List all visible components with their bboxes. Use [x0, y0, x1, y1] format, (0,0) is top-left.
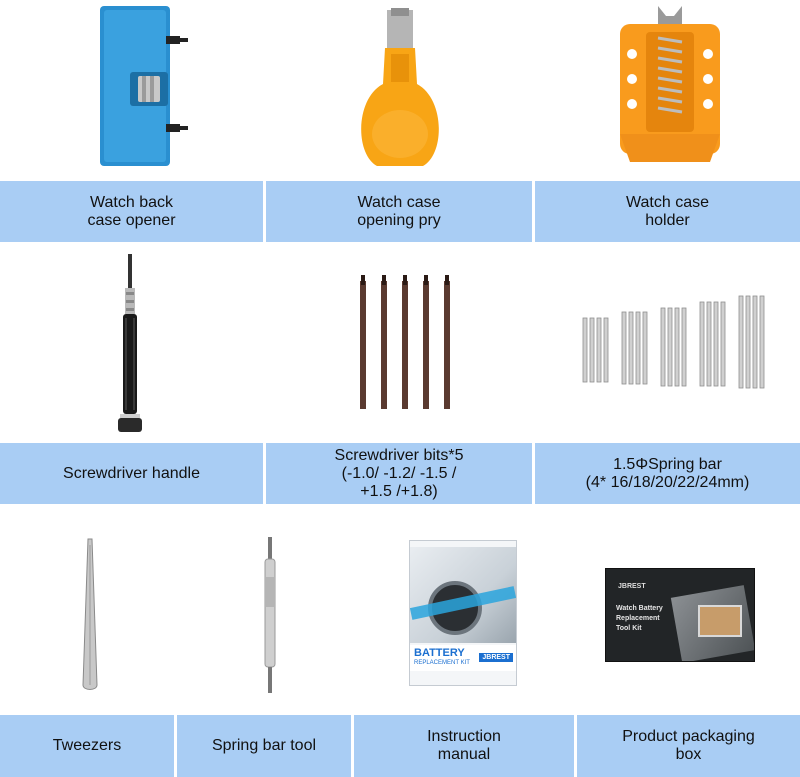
case-holder-image: [600, 0, 740, 178]
tweezers-image: [60, 530, 120, 700]
label-tweezers: Tweezers: [0, 715, 174, 777]
label-spring-bar-tool: Spring bar tool: [177, 715, 351, 777]
packaging-box-image: [604, 566, 756, 664]
tweezers-icon: [75, 535, 105, 695]
packaging-box-icon: [605, 568, 755, 662]
box-line-3: Tool Kit: [616, 625, 642, 632]
screwdriver-bits-icon: [340, 273, 460, 413]
box-tool-plate: [698, 605, 742, 637]
case-pry-icon: [345, 4, 455, 174]
spring-bars-icon: [575, 288, 765, 398]
case-opener-icon: [70, 4, 200, 174]
manual-brand: JBREST: [479, 653, 513, 662]
box-line-2: Replacement: [616, 615, 660, 622]
box-line-1: Watch Battery: [616, 605, 663, 612]
screwdriver-handle-icon: [110, 248, 150, 438]
spring-bars-image: [570, 246, 770, 440]
spring-bar-tool-icon: [255, 533, 285, 698]
label-case-holder: Watch case holder: [535, 181, 800, 242]
box-brand: JBREST: [618, 583, 646, 590]
label-instruction-manual: Instruction manual: [354, 715, 574, 777]
case-pry-image: [330, 0, 470, 178]
screwdriver-handle-image: [80, 246, 180, 440]
manual-subtitle: REPLACEMENT KIT: [414, 660, 470, 666]
instruction-manual-image: [408, 538, 518, 688]
spring-bar-tool-image: [240, 530, 300, 700]
label-screwdriver-bits: Screwdriver bits*5 (-1.0/ -1.2/ -1.5 / +1.5 /+1.8): [266, 443, 532, 504]
label-case-pry: Watch case opening pry: [266, 181, 532, 242]
instruction-manual-icon: [409, 540, 517, 686]
manual-title: BATTERY: [414, 647, 465, 659]
label-packaging-box: Product packaging box: [577, 715, 800, 777]
manual-banner: [410, 645, 516, 671]
label-screwdriver-handle: Screwdriver handle: [0, 443, 263, 504]
case-holder-icon: [610, 4, 730, 174]
case-opener-image: [60, 0, 210, 178]
label-case-opener: Watch back case opener: [0, 181, 263, 242]
screwdriver-bits-image: [330, 246, 470, 440]
label-spring-bars: 1.5ΦSpring bar (4* 16/18/20/22/24mm): [535, 443, 800, 504]
